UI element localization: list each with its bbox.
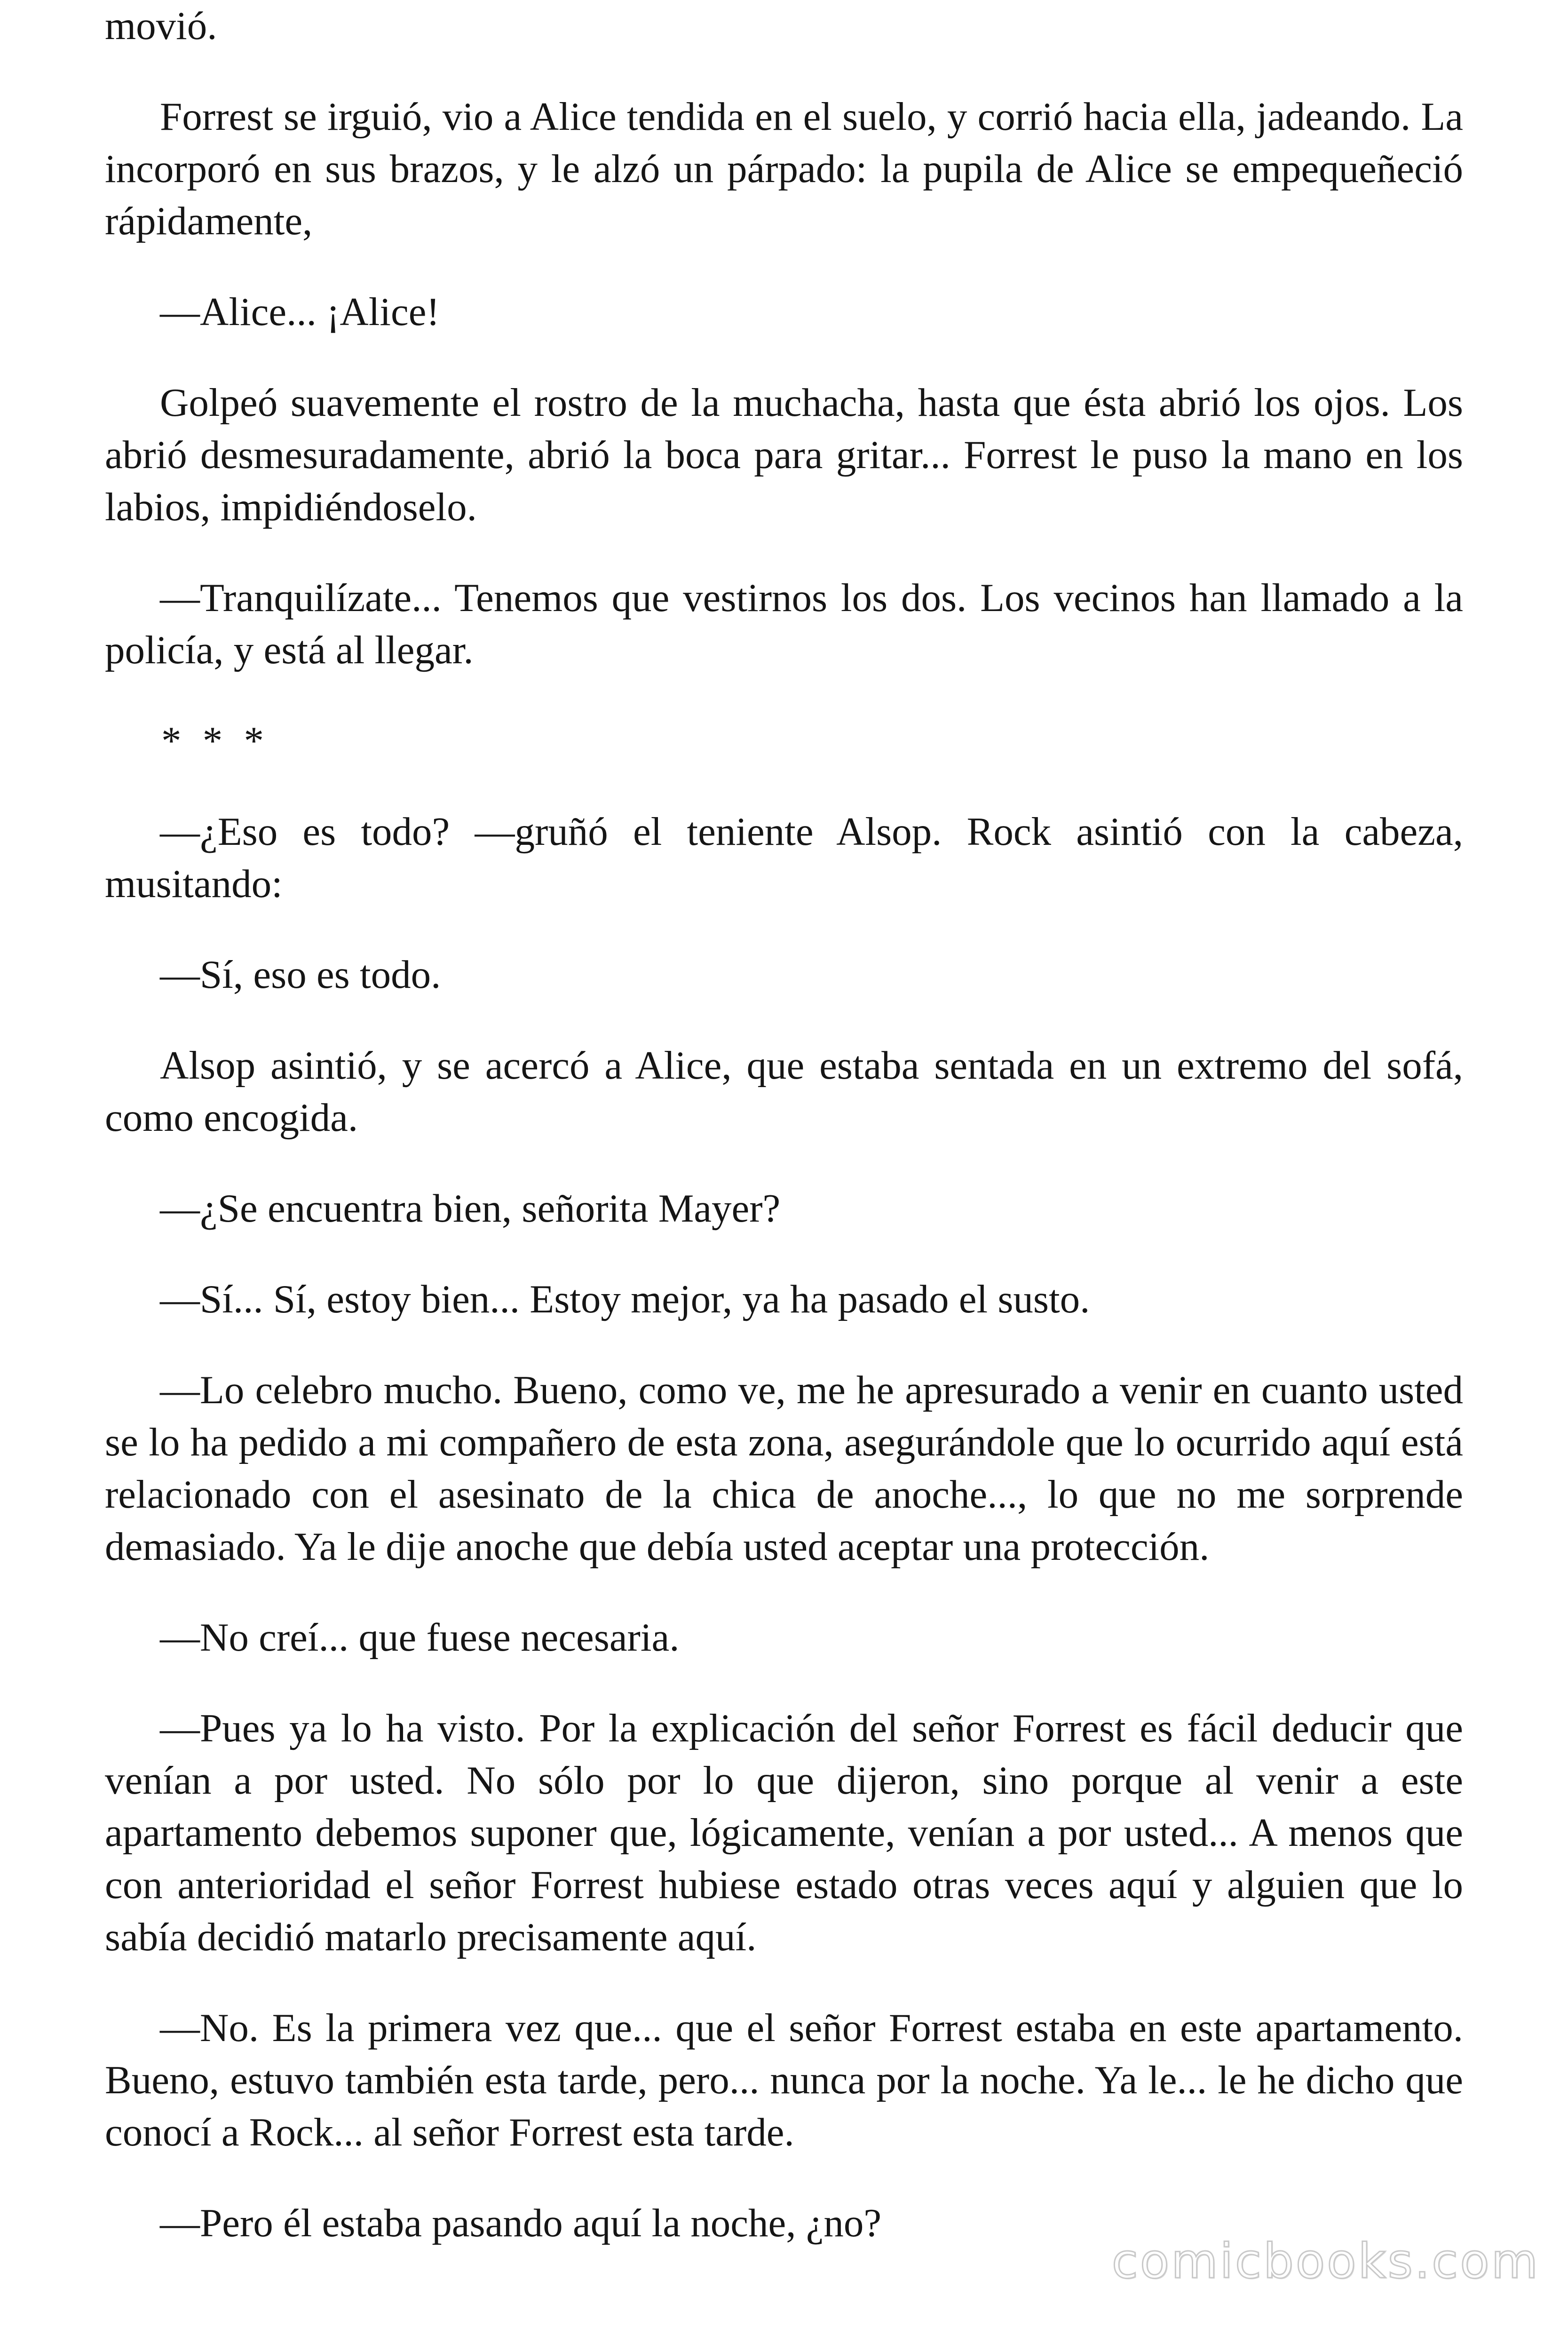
dialogue-line: —Sí... Sí, estoy bien... Estoy mejor, ya ha pasado el susto. <box>160 1277 1090 1321</box>
section-separator: * * * <box>161 719 269 763</box>
paragraph-continuation: movió. <box>105 4 217 48</box>
dialogue-line: —¿Se encuentra bien, señorita Mayer? <box>160 1186 781 1231</box>
dialogue-line: —Tranquilízate... Tenemos que vestirnos los dos. Los vecinos han llamado a la policía, y está al llegar. <box>105 576 1463 672</box>
dialogue-line: —¿Eso es todo? —gruñó el teniente Alsop. Rock asintió con la cabeza, musitando: <box>105 810 1463 906</box>
paragraph: Forrest se irguió, vio a Alice tendida en el suelo, y corrió hacia ella, jadeando. La incorporó en sus brazos, y le alzó un párpado: la pupila de Alice se empequeñeció rápidamente, <box>105 95 1463 243</box>
dialogue-line: —Pero él estaba pasando aquí la noche, ¿no? <box>160 2201 882 2245</box>
dialogue-line: —Pues ya lo ha visto. Por la explicación del señor Forrest es fácil deducir que venían a por usted. No sólo por lo que dijeron, sino porque al venir a este apartamento debemos suponer que, lógicamente, venían a por usted... A menos que con anterioridad el señor Forrest hubiese estado otras veces aquí y alguien que lo sabía decidió matarlo precisamente aquí. <box>105 1706 1463 1959</box>
dialogue-line: —No creí... que fuese necesaria. <box>160 1615 680 1660</box>
paragraph: Alsop asintió, y se acercó a Alice, que estaba sentada en un extremo del sofá, como encogida. <box>105 1043 1463 1140</box>
dialogue-line: —Alice... ¡Alice! <box>160 290 440 334</box>
dialogue-line: —Lo celebro mucho. Bueno, como ve, me he apresurado a venir en cuanto usted se lo ha pedido a mi compañero de esta zona, asegurándole que lo ocurrido aquí está relacionado con el asesinato de la chica de anoche..., lo que no me sorprende demasiado. Ya le dije anoche que debía usted aceptar una protección. <box>105 1368 1463 1569</box>
document-page <box>105 0 1463 2249</box>
paragraph: Golpeó suavemente el rostro de la muchacha, hasta que ésta abrió los ojos. Los abrió desmesuradamente, abrió la boca para gritar... Forrest le puso la mano en los labios, impidiéndoselo. <box>105 381 1463 529</box>
dialogue-line: —No. Es la primera vez que... que el señor Forrest estaba en este apartamento. Bueno, estuvo también esta tarde, pero... nunca por la noche. Ya le... le he dicho que conocí a Rock... al señor Forrest esta tarde. <box>105 2006 1463 2154</box>
dialogue-line: —Sí, eso es todo. <box>160 953 441 997</box>
watermark-text: comicbooks.com <box>1111 2233 1540 2289</box>
